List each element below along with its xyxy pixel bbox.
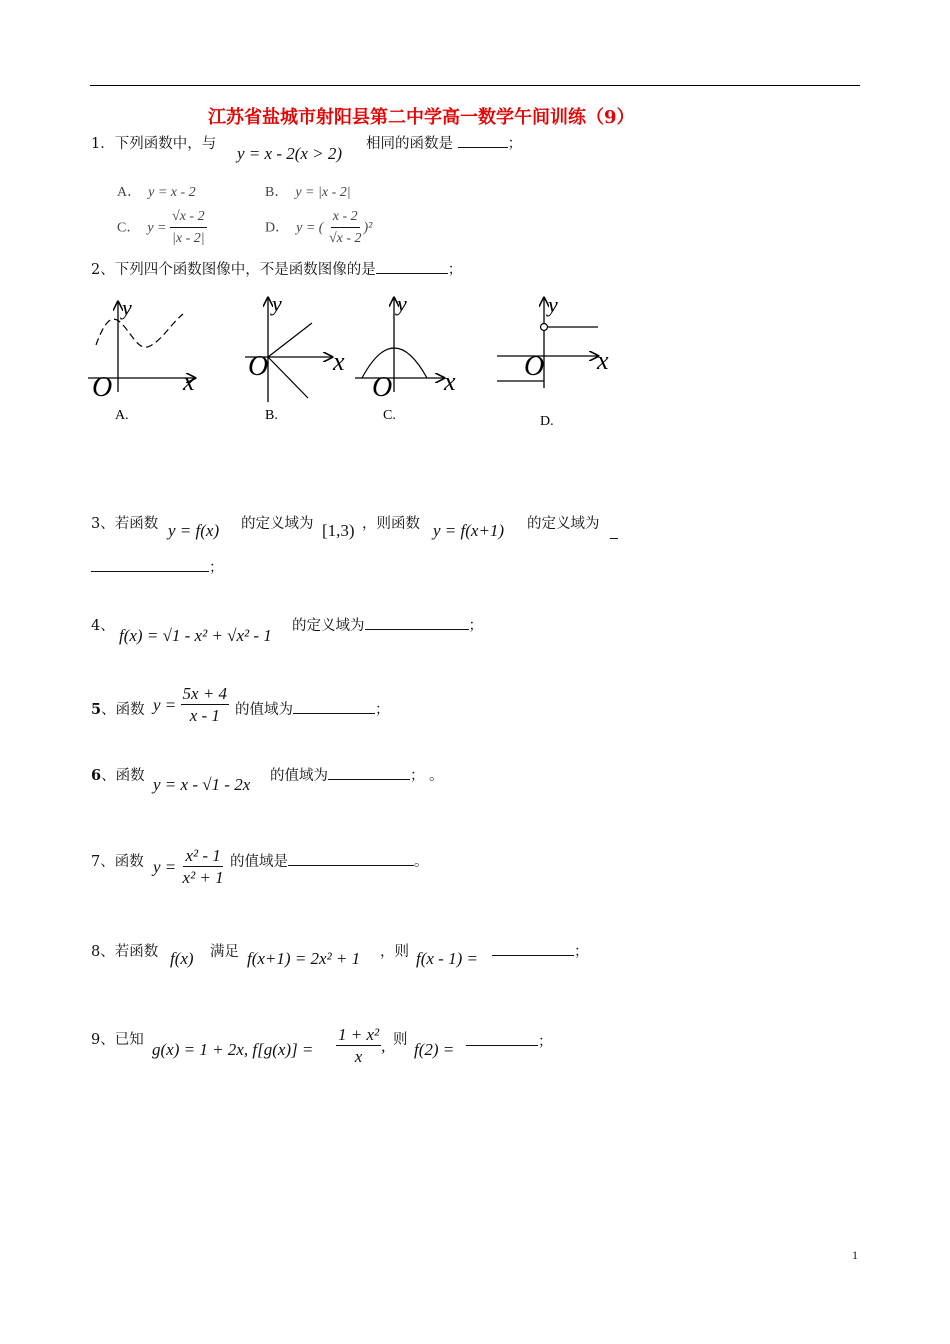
q1-option-c: C． y = $\frac{√x - 2}{|x - 2|}$ bbox=[117, 207, 207, 250]
q8-expression-3: f(x - 1) = bbox=[416, 949, 478, 968]
q6-expression: y = x - √1 - 2x bbox=[153, 775, 251, 794]
question-1 bbox=[91, 132, 216, 153]
graph-d-y-label: y bbox=[548, 292, 558, 317]
graph-b-origin: O bbox=[248, 351, 269, 382]
q4-suffix: 的定义域为 ； bbox=[292, 614, 483, 635]
graph-b-label: B. bbox=[265, 408, 278, 423]
q4-number: 4、 bbox=[91, 618, 115, 634]
q5-expression: y = $\frac{5x + 4}{x - 1}$ bbox=[153, 684, 228, 725]
q3-text-1: 的定义域为 bbox=[241, 516, 314, 532]
graph-c bbox=[355, 291, 456, 423]
q9-blank-line: ； bbox=[466, 1030, 553, 1051]
q1-option-b: B． y = |x - 2| bbox=[265, 185, 351, 200]
q4-answer-blank[interactable] bbox=[365, 615, 469, 630]
graph-c-y-label: y bbox=[397, 291, 407, 316]
q5-answer-blank[interactable] bbox=[293, 699, 375, 714]
graph-a bbox=[88, 295, 195, 423]
graph-d-origin: O bbox=[524, 351, 545, 382]
graph-d bbox=[497, 292, 609, 429]
graph-c-label: C. bbox=[383, 408, 396, 423]
q9-number: 9、已知 bbox=[91, 1032, 144, 1048]
graph-b-y-label: y bbox=[272, 291, 282, 316]
q1-answer-blank[interactable] bbox=[458, 133, 508, 148]
graph-d-label: D. bbox=[540, 414, 554, 429]
q3-answer-blank[interactable] bbox=[610, 538, 618, 539]
q8-answer-blank[interactable] bbox=[492, 941, 574, 956]
graph-a-y-label: y bbox=[122, 295, 132, 320]
q1-option-d-fraction: $\frac{x - 2}{√x - 2}$ bbox=[328, 209, 362, 246]
q8-text-1: 满足 bbox=[210, 944, 239, 960]
question-2: 2、下列四个函数图像中，不是函数图像的是 ； bbox=[91, 258, 462, 279]
q1-option-a: A． y = x - 2 bbox=[117, 185, 196, 200]
graph-c-x-label: x bbox=[444, 367, 456, 396]
q1-expression: y = x - 2(x > 2) bbox=[237, 144, 343, 163]
graph-c-origin: O bbox=[372, 372, 393, 403]
graph-b bbox=[245, 291, 345, 423]
q3-answer-line: ； bbox=[91, 556, 224, 577]
q3-expression-1: y = f(x) bbox=[168, 521, 220, 540]
q7-answer-blank[interactable] bbox=[288, 851, 414, 866]
q7-suffix: 的值域是 。 bbox=[230, 850, 429, 871]
page-title: 江苏省盐城市射阳县第二中学高一数学午间训练（9） bbox=[208, 107, 635, 128]
q9-expression-2: f(2) = bbox=[414, 1040, 455, 1059]
header-rule bbox=[90, 85, 860, 86]
q7-expression: y = $\frac{\text{x² - 1}}{\text{x² + 1}}$ bbox=[153, 846, 224, 887]
q5-suffix: 的值域为 ； bbox=[235, 698, 390, 719]
graph-d-x-label: x bbox=[597, 346, 609, 375]
q1-option-c-fraction: $\frac{√x - 2}{|x - 2|}$ bbox=[172, 209, 205, 246]
q2-graphs bbox=[0, 290, 660, 440]
q6-answer-blank[interactable] bbox=[328, 765, 410, 780]
q3-number: 3、若函数 bbox=[91, 516, 159, 532]
q3-text-2: ，则函数 bbox=[362, 516, 420, 532]
q3-text-3: 的定义域为 bbox=[527, 516, 600, 532]
q1-suffix: 相同的函数是 ； bbox=[366, 132, 522, 153]
q1-option-d: D． y = ( $\frac{x - 2}{√x - 2}$ )² bbox=[265, 207, 372, 250]
graph-a-label: A. bbox=[115, 408, 129, 423]
q2-answer-blank[interactable] bbox=[376, 259, 448, 274]
q7-number: 7、函数 bbox=[91, 854, 144, 870]
question-6: 6、函数 bbox=[91, 767, 145, 784]
q8-expression-2: f(x+1) = 2x² + 1 bbox=[247, 949, 361, 968]
q8-blank-line: ； bbox=[492, 940, 589, 961]
q9-text: 则 bbox=[393, 1032, 408, 1048]
graph-a-origin: O bbox=[92, 372, 113, 403]
q9-answer-blank[interactable] bbox=[466, 1031, 538, 1046]
q8-number: 8、若函数 bbox=[91, 944, 159, 960]
graph-a-x-label: x bbox=[183, 367, 195, 396]
q4-expression: f(x) = √1 - x² + √x² - 1 bbox=[119, 626, 272, 645]
question-5: 5、函数 bbox=[91, 701, 145, 718]
q9-fraction-wrap: $\frac{\text{1 + x²}}{x}$ , bbox=[338, 1025, 386, 1066]
q8-text-2: ，则 bbox=[380, 944, 409, 960]
page-number: 1 bbox=[852, 1248, 858, 1262]
q3-interval: [1,3) bbox=[322, 521, 355, 540]
q9-expression-1: g(x) = 1 + 2x, f[g(x)] = bbox=[152, 1040, 314, 1059]
q8-expression-1: f(x) bbox=[170, 949, 194, 968]
q9-fraction: $\frac{\text{1 + x²}}{x}$ bbox=[338, 1025, 380, 1066]
q1-number: 1．下列函数中，与 bbox=[91, 136, 217, 152]
q5-fraction: $\frac{5x + 4}{x - 1}$ bbox=[182, 684, 228, 725]
q7-fraction: $\frac{\text{x² - 1}}{\text{x² + 1}}$ bbox=[182, 846, 224, 887]
q6-suffix: 的值域为 ； 。 bbox=[270, 764, 444, 785]
graph-b-x-label: x bbox=[333, 347, 345, 376]
q3-expression-2: y = f(x+1) bbox=[433, 521, 505, 540]
